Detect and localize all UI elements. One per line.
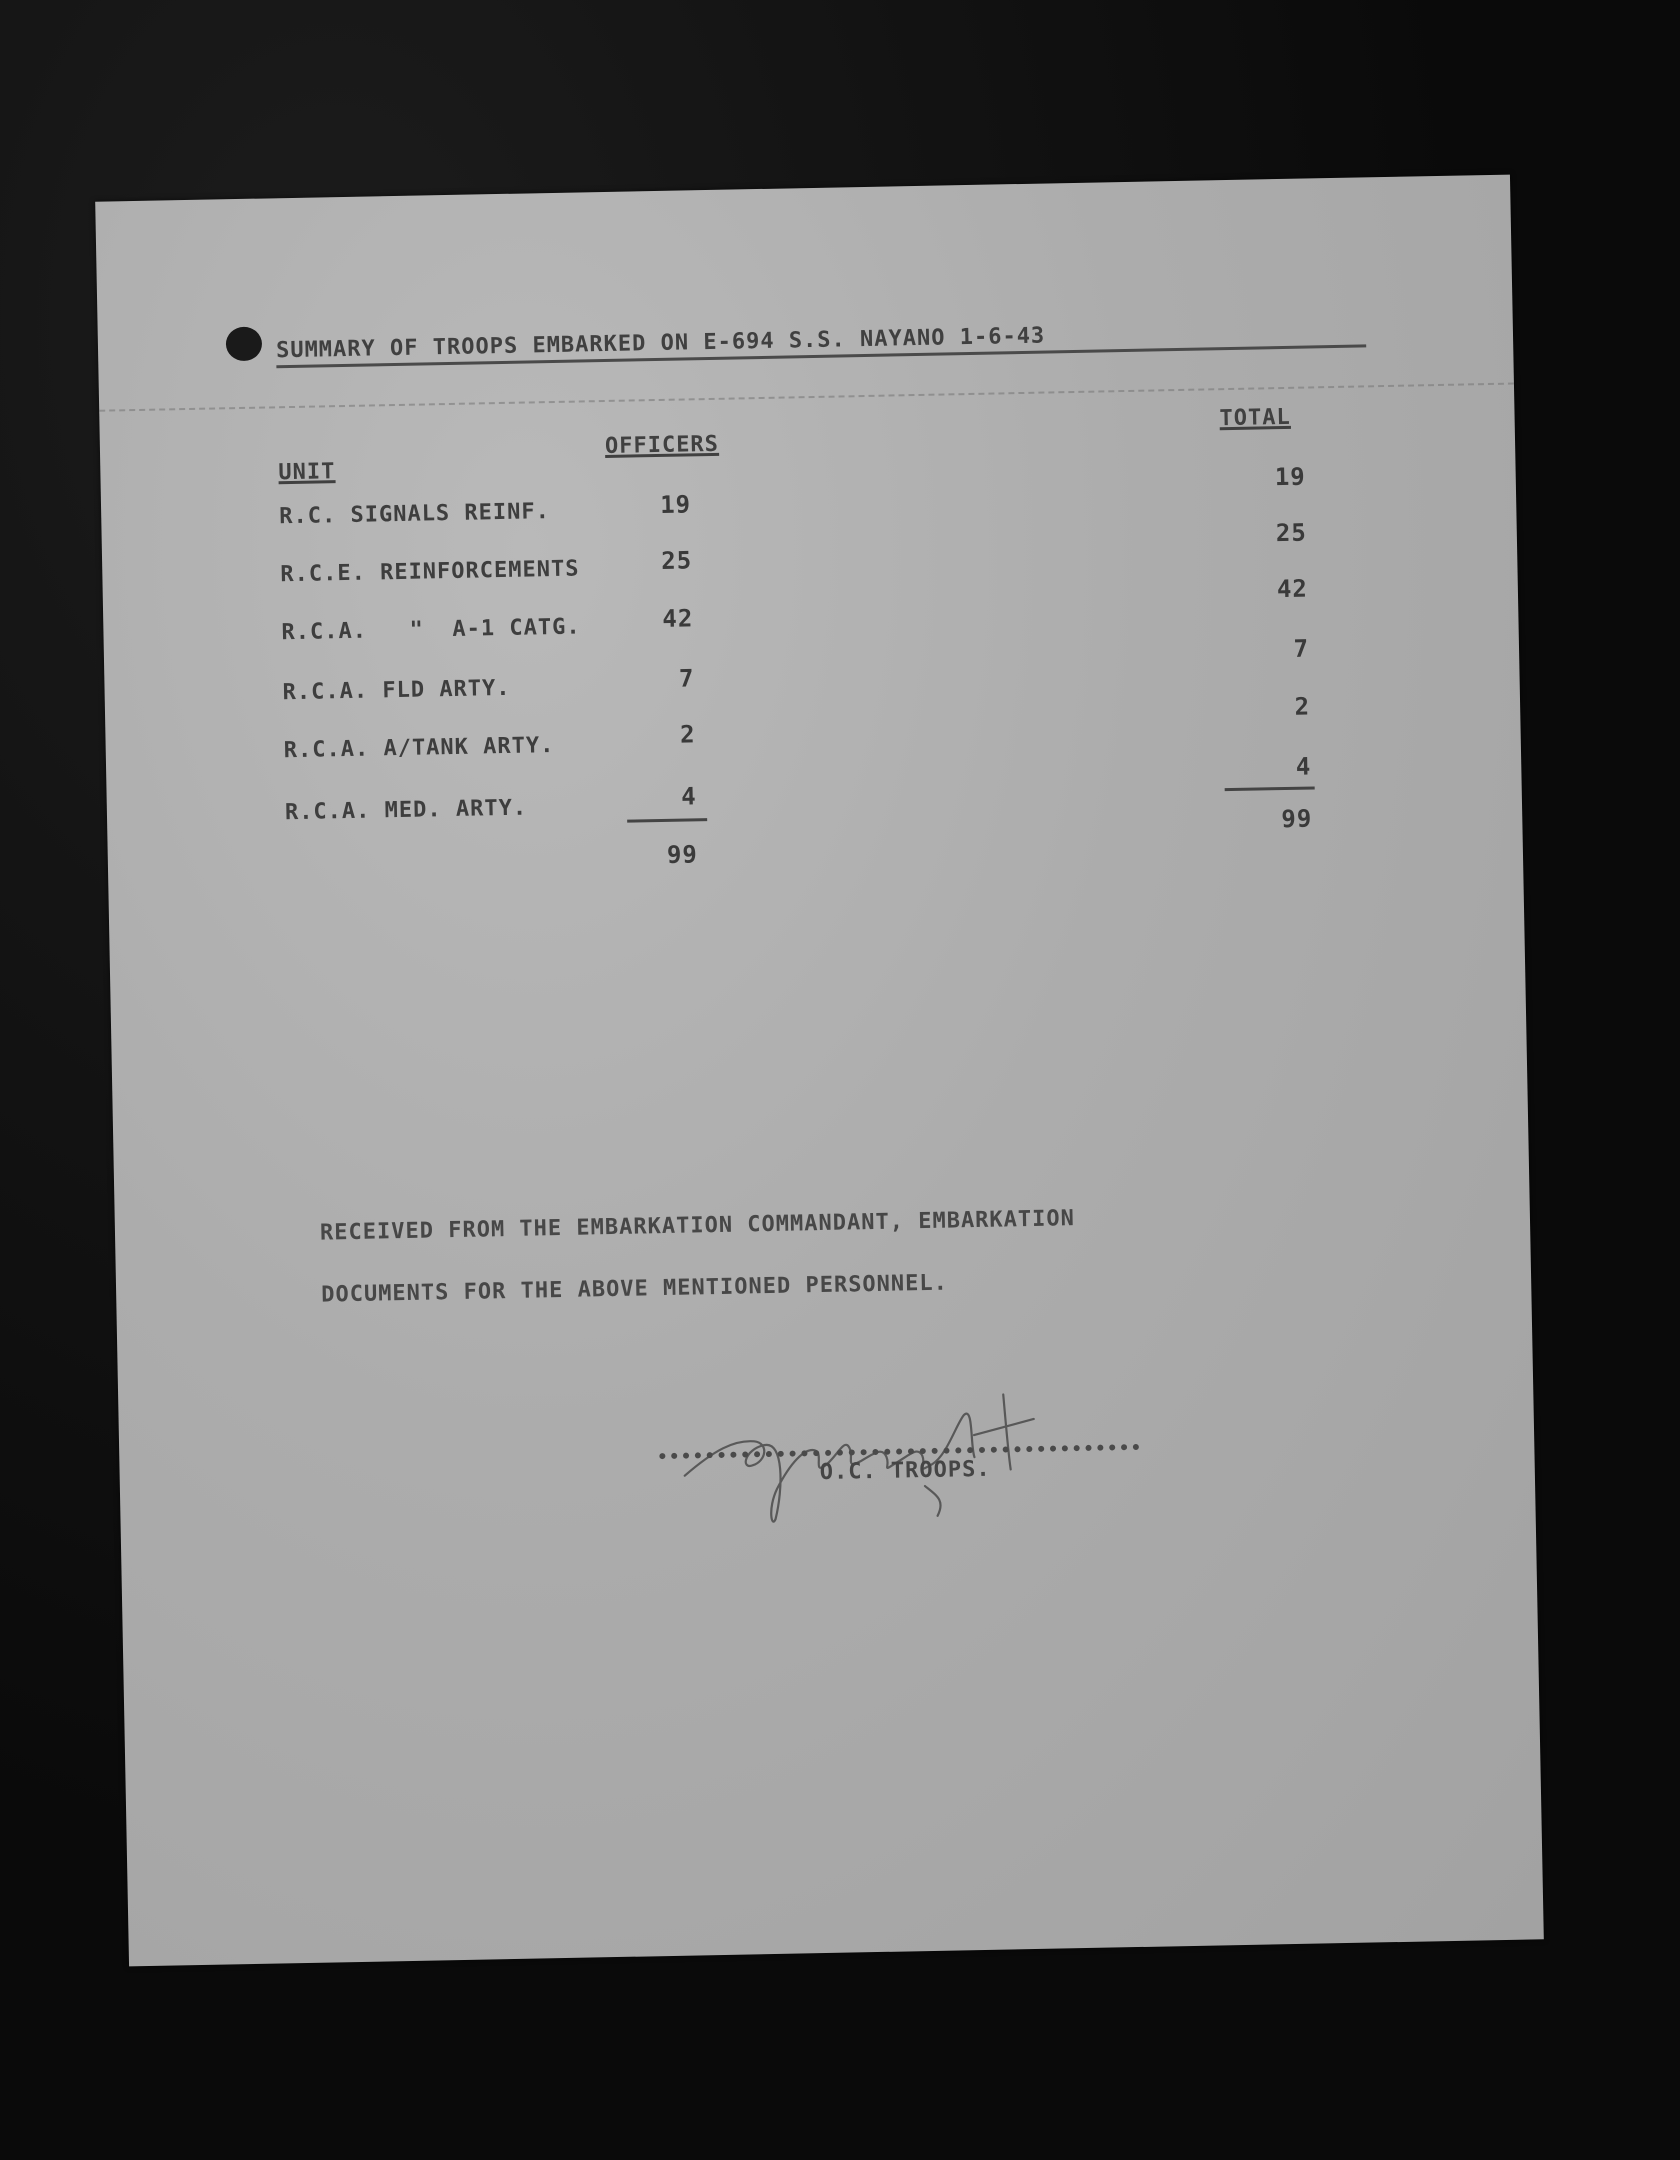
row-unit-signals: R.C. SIGNALS REINF. xyxy=(279,499,551,530)
row-officers-rca-atank: 2 xyxy=(679,720,696,749)
received-statement xyxy=(319,1188,1076,1326)
row-total-rce: 25 xyxy=(1275,518,1308,548)
row-total-signals: 19 xyxy=(1274,462,1306,492)
punch-hole xyxy=(226,327,263,362)
document-title: SUMMARY OF TROOPS EMBARKED ON E-694 S.S. NAYANO 1-6-43 xyxy=(276,317,1366,368)
row-unit-rca-atank: R.C.A. A/TANK ARTY. xyxy=(283,733,555,764)
officers-sum-line xyxy=(627,818,707,823)
fold-line xyxy=(99,383,1514,412)
row-officers-rca-fld: 7 xyxy=(678,664,695,693)
received-line-1: RECEIVED FROM THE EMBARKATION COMMANDANT, EMBARKATION xyxy=(319,1206,1076,1246)
row-officers-rca-a1: 42 xyxy=(662,604,694,633)
row-unit-rca-a1: R.C.A. " A-1 CATG. xyxy=(281,614,581,646)
header-total: TOTAL xyxy=(1219,404,1292,432)
document-page xyxy=(95,175,1544,1967)
total-grand-total: 99 xyxy=(1281,804,1313,834)
row-total-rca-med: 4 xyxy=(1295,752,1312,781)
row-officers-rca-med: 4 xyxy=(680,782,697,811)
received-line-2: DOCUMENTS FOR THE ABOVE MENTIONED PERSONNEL. xyxy=(320,1270,949,1308)
header-unit: UNIT xyxy=(278,459,336,486)
row-total-rca-atank: 2 xyxy=(1294,692,1311,721)
row-unit-rca-med: R.C.A. MED. ARTY. xyxy=(284,795,528,826)
row-unit-rca-fld: R.C.A. FLD ARTY. xyxy=(282,675,511,706)
row-officers-rce: 25 xyxy=(661,546,693,575)
row-total-rca-fld: 7 xyxy=(1293,634,1310,663)
signature-caption: O.C. TROOPS. xyxy=(819,1456,991,1486)
row-unit-rce: R.C.E. REINFORCEMENTS xyxy=(280,556,580,588)
header-officers: OFFICERS xyxy=(604,431,720,460)
officers-grand-total: 99 xyxy=(666,840,699,869)
row-total-rca-a1: 42 xyxy=(1276,574,1309,604)
total-sum-line xyxy=(1225,786,1315,791)
row-officers-signals: 19 xyxy=(659,490,692,519)
